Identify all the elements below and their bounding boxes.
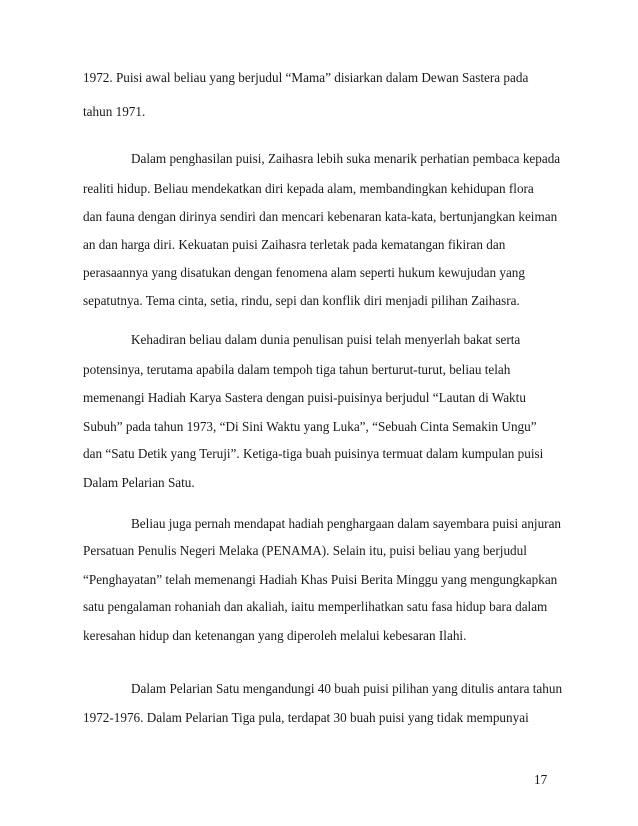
paragraph-first-line: Beliau juga pernah mendapat hadiah penghargaan dalam sayembara puisi anjuran xyxy=(131,516,562,531)
text-line: Subuh” pada tahun 1973, “Di Sini Waktu yang Luka”, “Sebuah Cinta Semakin Ungu” xyxy=(83,419,537,434)
page-number: 17 xyxy=(534,772,548,787)
text-line: memenangi Hadiah Karya Sastera dengan puisi-puisinya berjudul “Lautan di Waktu xyxy=(83,390,526,405)
text-line: potensinya, terutama apabila dalam tempoh tiga tahun berturut-turut, beliau telah xyxy=(83,362,511,377)
text-line: sepatutnya. Tema cinta, setia, rindu, sepi dan konflik diri menjadi pilihan Zaihasra. xyxy=(83,293,520,308)
text-line: Dalam Pelarian Satu. xyxy=(83,475,195,490)
text-line: 1972-1976. Dalam Pelarian Tiga pula, terdapat 30 buah puisi yang tidak mempunyai xyxy=(83,710,529,725)
text-line: Persatuan Penulis Negeri Melaka (PENAMA). Selain itu, puisi beliau yang berjudul xyxy=(83,543,527,558)
text-line: satu pengalaman rohaniah dan akaliah, iaitu memperlihatkan satu fasa hidup bara dalam xyxy=(83,599,548,614)
text-line: dan fauna dengan dirinya sendiri dan mencari kebenaran kata-kata, bertunjangkan keiman xyxy=(83,209,558,224)
paragraph-first-line: Kehadiran beliau dalam dunia penulisan puisi telah menyerlah bakat serta xyxy=(131,332,521,347)
text-line: an dan harga diri. Kekuatan puisi Zaihasra terletak pada kematangan fikiran dan xyxy=(83,237,506,252)
text-line: tahun 1971. xyxy=(83,104,146,119)
text-line: realiti hidup. Beliau mendekatkan diri kepada alam, membandingkan kehidupan flora xyxy=(83,181,534,196)
text-line: “Penghayatan” telah memenangi Hadiah Khas Puisi Berita Minggu yang mengungkapkan xyxy=(83,572,558,587)
paragraph-first-line: Dalam penghasilan puisi, Zaihasra lebih suka menarik perhatian pembaca kepada xyxy=(131,151,561,166)
text-line: dan “Satu Detik yang Teruji”. Ketiga-tiga buah puisinya termuat dalam kumpulan puisi xyxy=(83,446,544,461)
text-line: 1972. Puisi awal beliau yang berjudul “Mama” disiarkan dalam Dewan Sastera pada xyxy=(83,70,529,85)
text-line: perasaannya yang disatukan dengan fenomena alam seperti hukum kewujudan yang xyxy=(83,265,525,280)
paragraph-first-line: Dalam Pelarian Satu mengandungi 40 buah puisi pilihan yang ditulis antara tahun xyxy=(131,681,563,696)
text-line: keresahan hidup dan ketenangan yang diperoleh melalui kebesaran Ilahi. xyxy=(83,628,467,643)
